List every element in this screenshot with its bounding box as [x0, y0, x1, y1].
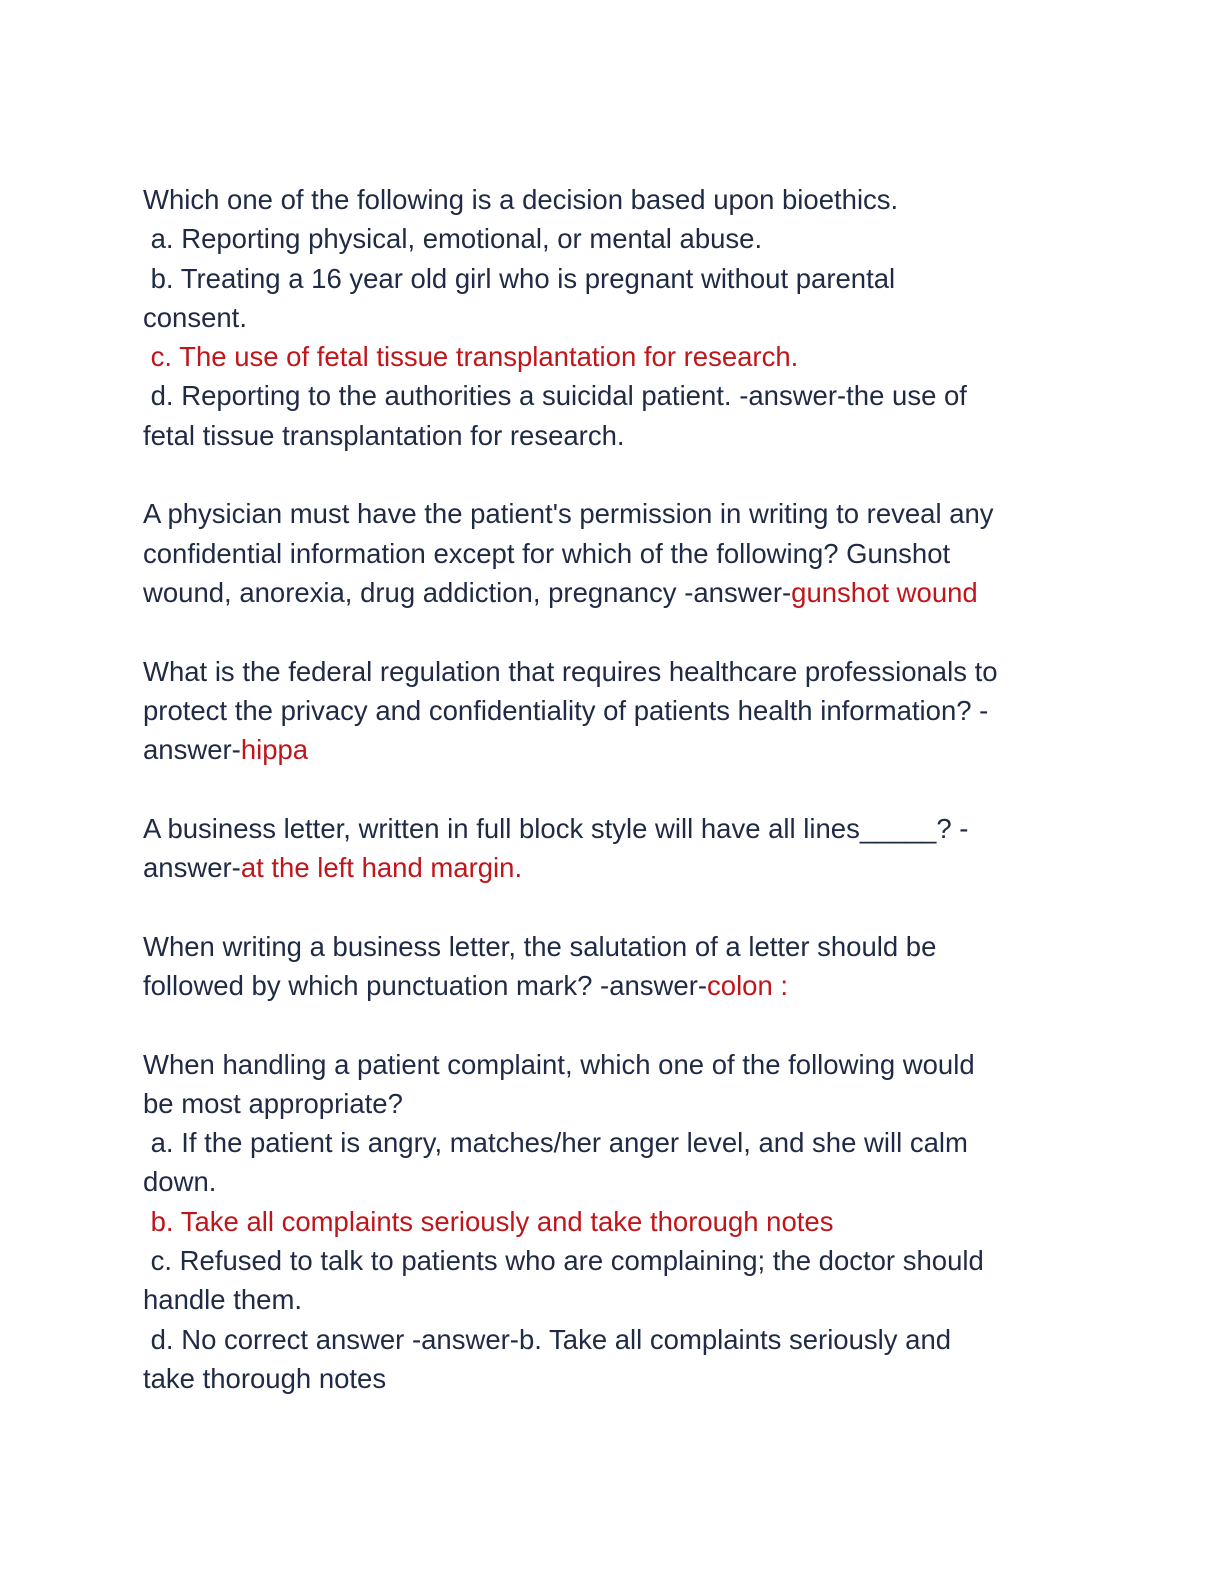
spacer [143, 887, 1103, 926]
question-text: A physician must have the patient's permission in writing to reveal any [143, 498, 994, 530]
option-d: d. Reporting to the authorities a suicidal patient. -answer-the use of [143, 380, 967, 412]
spacer [143, 1005, 1103, 1044]
question-block [143, 809, 1103, 888]
option-b: b. Treating a 16 year old girl who is pregnant without parental [143, 262, 896, 294]
answer-highlight: hippa [240, 734, 309, 766]
question-text: protect the privacy and confidentiality of patients health information? - [143, 694, 989, 726]
answer-highlight: colon : [707, 969, 789, 1001]
question-text: A business letter, written in full block style will have all lines_____? - [143, 812, 969, 844]
option-c-continued: handle them. [143, 1284, 302, 1316]
question-text: Which one of the following is a decision based upon bioethics. [143, 184, 899, 215]
question-block [143, 927, 1103, 1006]
question-answer-line [143, 573, 1103, 612]
question-text: followed by which punctuation mark? -answer- [143, 969, 708, 1001]
answer-highlight: gunshot wound [791, 576, 978, 608]
question-text: answer- [143, 734, 241, 766]
document-page [143, 180, 1103, 1398]
answer-text: fetal tissue transplantation for research. [143, 419, 625, 451]
answer-highlight: at the left hand margin. [240, 852, 523, 884]
option-c: c. Refused to talk to patients who are complaining; the doctor should [143, 1245, 984, 1277]
option-b-correct: b. Take all complaints seriously and take thorough notes [143, 1205, 834, 1237]
option-c-correct: c. The use of fetal tissue transplantation for research. [143, 341, 799, 373]
spacer [143, 455, 1103, 494]
spacer [143, 612, 1103, 651]
question-text: answer- [143, 852, 241, 884]
question-block [143, 180, 1103, 455]
question-answer-line [143, 966, 1103, 1005]
answer-text: take thorough notes [143, 1362, 387, 1394]
option-a: a. If the patient is angry, matches/her anger level, and she will calm [143, 1127, 968, 1159]
question-text: When writing a business letter, the salutation of a letter should be [143, 930, 937, 962]
question-text: be most appropriate? [143, 1087, 403, 1119]
question-block [143, 652, 1103, 770]
question-text: confidential information except for which of the following? Gunshot [143, 537, 951, 569]
question-text: wound, anorexia, drug addiction, pregnancy -answer- [143, 576, 792, 608]
question-answer-line [143, 730, 1103, 769]
question-block [143, 1045, 1103, 1399]
option-d: d. No correct answer -answer-b. Take all complaints seriously and [143, 1323, 952, 1355]
option-b-continued: consent. [143, 301, 247, 333]
question-text: When handling a patient complaint, which one of the following would [143, 1048, 975, 1080]
option-a-continued: down. [143, 1166, 217, 1198]
question-answer-line [143, 848, 1103, 887]
option-a: a. Reporting physical, emotional, or mental abuse. [143, 223, 763, 255]
question-block [143, 494, 1103, 612]
question-text: What is the federal regulation that requires healthcare professionals to [143, 655, 998, 687]
spacer [143, 769, 1103, 808]
